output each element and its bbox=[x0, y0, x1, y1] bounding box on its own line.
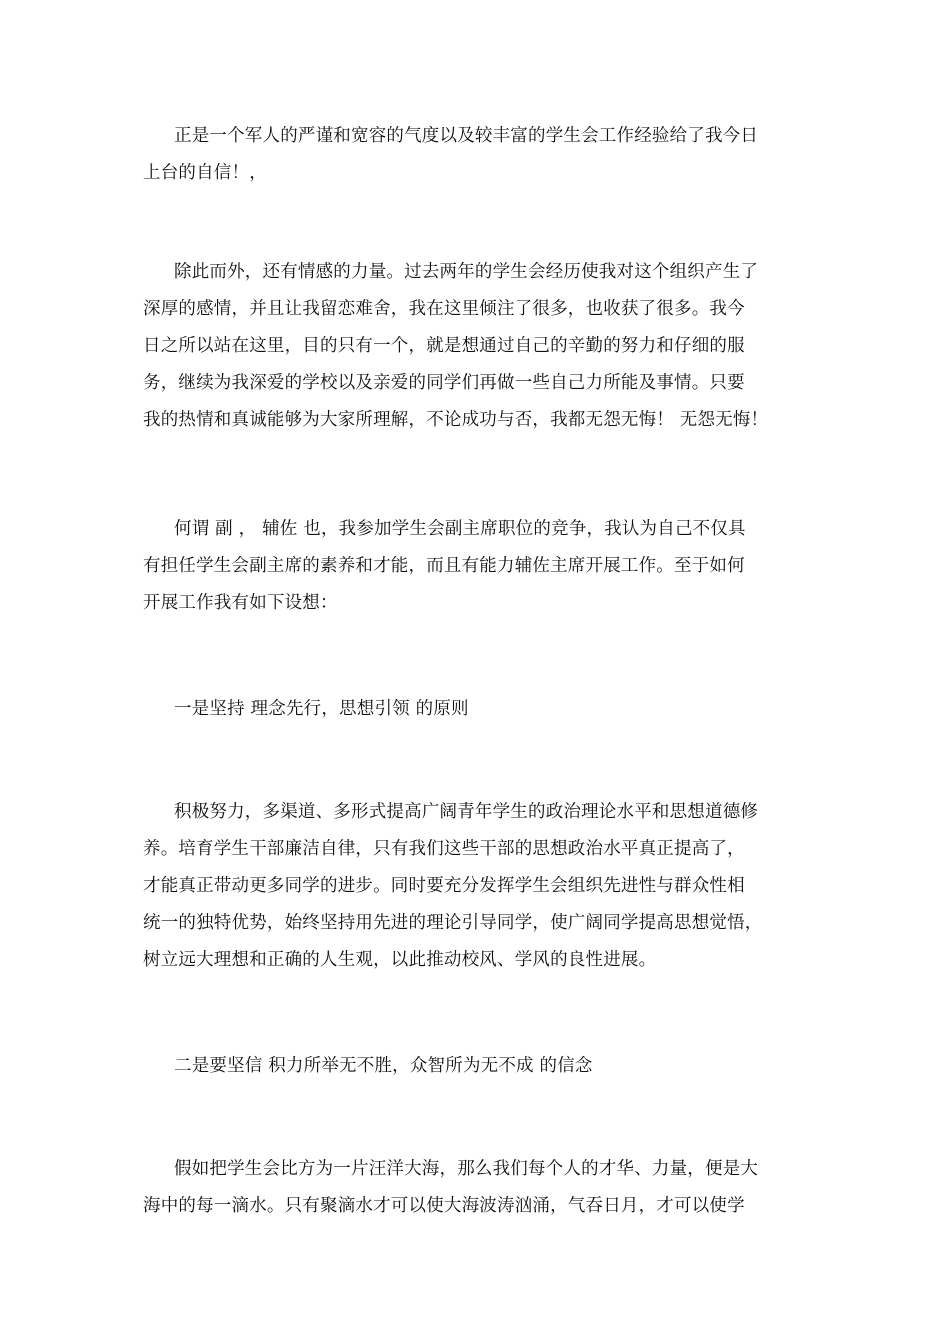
text-line: 务，继续为我深爱的学校以及亲爱的同学们再做一些自己力所能及事情。只要 bbox=[143, 373, 745, 393]
text-line: 一是坚持 理念先行，思想引领 的原则 bbox=[174, 699, 469, 719]
text-line: 假如把学生会比方为一片汪洋大海，那么我们每个人的才华、力量，便是大 bbox=[174, 1159, 759, 1179]
text-line: 除此而外，还有情感的力量。过去两年的学生会经历使我对这个组织产生了 bbox=[174, 262, 759, 282]
paragraph-6 bbox=[143, 1048, 808, 1085]
text-line: 上台的自信！， bbox=[143, 163, 267, 183]
text-line: 开展工作我有如下设想： bbox=[143, 593, 338, 613]
paragraph-7 bbox=[143, 1151, 808, 1225]
paragraph-1 bbox=[143, 118, 808, 192]
paragraph-5 bbox=[143, 794, 808, 979]
text-line: 树立远大理想和正确的人生观，以此推动校风、学风的良性进展。 bbox=[143, 950, 657, 970]
text-line: 深厚的感情，并且让我留恋难舍，我在这里倾注了很多，也收获了很多。我今 bbox=[143, 299, 745, 319]
text-line: 二是要坚信 积力所举无不胜，众智所为无不成 的信念 bbox=[174, 1056, 593, 1076]
text-line: 积极努力，多渠道、多形式提高广阔青年学生的政治理论水平和思想道德修 bbox=[174, 802, 759, 822]
text-line: 何谓 副 ， 辅佐 也，我参加学生会副主席职位的竞争，我认为自己不仅具 bbox=[174, 519, 746, 539]
text-line: 才能真正带动更多同学的进步。同时要充分发挥学生会组织先进性与群众性相 bbox=[143, 876, 745, 896]
text-line: 正是一个军人的严谨和宽容的气度以及较丰富的学生会工作经验给了我今日 bbox=[174, 126, 759, 146]
text-line: 我的热情和真诚能够为大家所理解，不论成功与否，我都无怨无悔！ 无怨无悔！ bbox=[143, 410, 769, 430]
text-line: 统一的独特优势，始终坚持用先进的理论引导同学，使广阔同学提高思想觉悟， bbox=[143, 913, 763, 933]
paragraph-4 bbox=[143, 691, 808, 728]
text-line: 海中的每一滴水。只有聚滴水才可以使大海波涛汹涌，气吞日月，才可以使学 bbox=[143, 1196, 745, 1216]
text-line: 日之所以站在这里，目的只有一个，就是想通过自己的辛勤的努力和仔细的服 bbox=[143, 336, 745, 356]
paragraph-3 bbox=[143, 511, 808, 622]
paragraph-2 bbox=[143, 254, 808, 439]
text-line: 养。培育学生干部廉洁自律，只有我们这些干部的思想政治水平真正提高了， bbox=[143, 839, 745, 859]
text-line: 有担任学生会副主席的素养和才能，而且有能力辅佐主席开展工作。至于如何 bbox=[143, 556, 745, 576]
